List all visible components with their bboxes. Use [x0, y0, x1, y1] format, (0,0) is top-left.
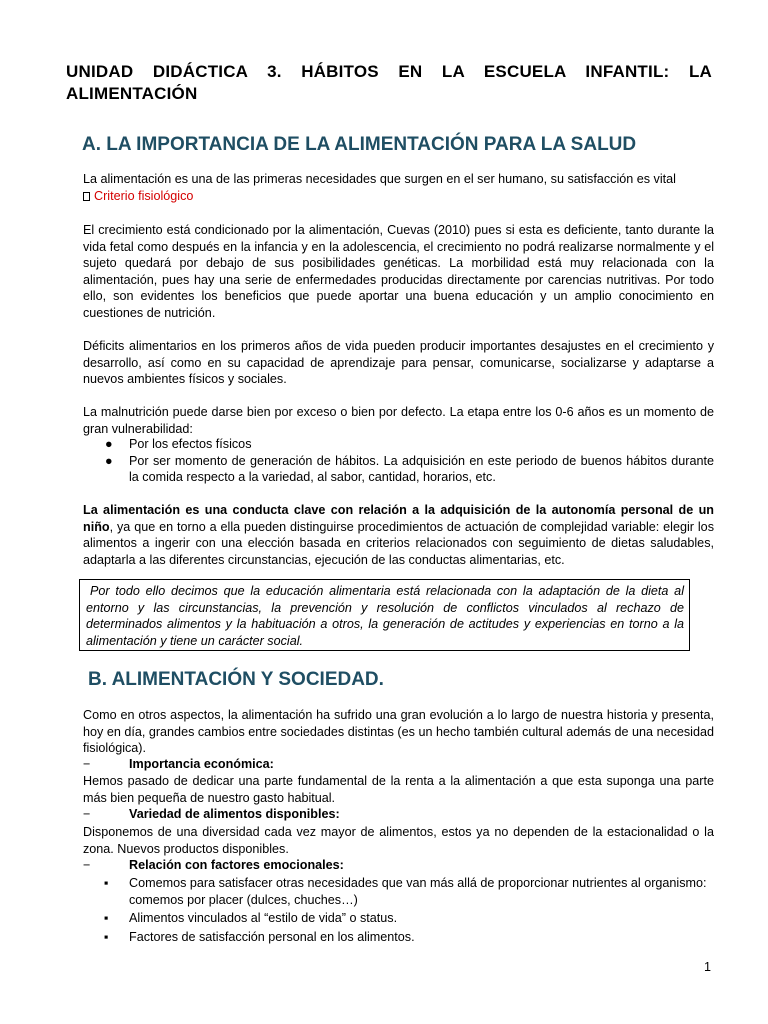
paragraph-autonomia: [83, 502, 714, 568]
page-title: [66, 61, 712, 105]
item-label: Variedad de alimentos disponibles:: [129, 807, 340, 821]
section-b-intro: Como en otros aspectos, la alimentación ha sufrido una gran evolución a lo largo de nuestra historia y presenta, hoy en día, grandes cambios entre sociedades distintas (es un hecho también cultural además de una necesidad fisiológica).: [83, 708, 714, 755]
criterio-label: Criterio fisiológico: [94, 188, 194, 203]
section-b-heading: B. ALIMENTACIÓN Y SOCIEDAD.: [88, 669, 384, 690]
highlight-quote-box: [79, 579, 690, 651]
title-line-2: ALIMENTACIÓN: [66, 84, 198, 103]
title-line-1: UNIDAD DIDÁCTICA 3. HÁBITOS EN LA ESCUELA INFANTIL: LA: [66, 62, 712, 81]
item-importancia-economica: [83, 756, 714, 773]
intro-text: La alimentación es una de las primeras necesidades que surgen en el ser humano, su satisfacción es vital: [83, 172, 676, 186]
item-variedad-alimentos: [83, 806, 714, 823]
item-label: Importancia económica:: [129, 757, 274, 771]
autonomia-rest: , ya que en torno a ella pueden distinguirse procedimientos de actuación de complejidad variable: elegir los alimentos a ingerir con una elección basada en criterios relacionados con seguimiento de dietas saludables, adaptarla a las diferentes circunstancias, ejecución de las conductas alimentarias, etc.: [83, 519, 714, 567]
item-label: Relación con factores emocionales:: [129, 858, 344, 872]
autonomia-bold: La alimentación es una conducta clave con relación a la adquisición de la autonomía personal de un niño: [83, 503, 714, 534]
vulnerability-list: [83, 436, 714, 486]
list-item: ▪ Alimentos vinculados al “estilo de vida” o status.: [104, 911, 398, 925]
page-number: 1: [704, 960, 712, 974]
dash-icon: −: [83, 757, 91, 771]
section-a-heading: A. LA IMPORTANCIA DE LA ALIMENTACIÓN PARA LA SALUD: [82, 134, 637, 155]
checkbox-icon: [83, 192, 90, 201]
quote-text: Por todo ello decimos que la educación alimentaria está relacionada con la adaptación de la dieta al entorno y las circunstancias, la prevención y resolución de conflictos vinculados al rechazo de determinados alimentos y la habituación a otros, la generación de actitudes y experiencias en torno a la alimentación y tiene un carácter social.: [86, 584, 684, 648]
emotional-factors-list: [83, 875, 714, 945]
dash-icon: −: [83, 858, 91, 872]
paragraph-malnutricion: La malnutrición puede darse bien por exceso o bien por defecto. La etapa entre los 0-6 años es un momento de gran vulnerabilidad:: [83, 405, 714, 436]
list-item: ▪ Comemos para satisfacer otras necesidades que van más allá de proporcionar nutrientes al organismo: comemos por placer (dulces, chuches…): [104, 876, 707, 907]
square-bullet-icon: ▪: [104, 929, 109, 944]
section-a-intro: [83, 171, 714, 204]
square-bullet-icon: ▪: [104, 911, 109, 925]
item-factores-emocionales: [83, 857, 714, 874]
list-item: ▪ Factores de satisfacción personal en los alimentos.: [104, 929, 415, 944]
bullet-dot-icon: ●: [105, 437, 113, 451]
square-bullet-icon: ▪: [104, 876, 109, 890]
paragraph-deficits: Déficits alimentarios en los primeros años de vida pueden producir importantes desajustes en el crecimiento y desarrollo, así como en su capacidad de aprendizaje para pensar, comunicarse, socializarse y adaptarse a nuevos ambientes físicos y sociales.: [83, 339, 714, 386]
list-item: ● Por los efectos físicos: [105, 437, 252, 451]
dash-icon: −: [83, 807, 91, 821]
bullet-dot-icon: ●: [105, 453, 113, 468]
list-item: ● Por ser momento de generación de hábitos. La adquisición en este periodo de buenos hábitos durante la comida respecto a la variedad, al sabor, cantidad, horarios, etc.: [105, 453, 714, 484]
paragraph-crecimiento: El crecimiento está condicionado por la alimentación, Cuevas (2010) pues si esta es deficiente, tanto durante la vida fetal como después en la infancia y en la adolescencia, el crecimiento no podrá realizarse normalmente y el sujeto quedará por debajo de sus posibilidades genéticas. La morbilidad está muy relacionada con la alimentación, pues hay una serie de enfermedades producidas directamente por carencias nutritivas. Por todo ello, son evidentes los beneficios que puede aportar una buena educación y un amplio conocimiento en cuestiones de nutrición.: [83, 223, 714, 320]
item-variedad-text: Disponemos de una diversidad cada vez mayor de alimentos, estos ya no dependen de la estacionalidad o la zona. Nuevos productos disponibles.: [83, 825, 714, 856]
item-importancia-text: Hemos pasado de dedicar una parte fundamental de la renta a la alimentación a que esta suponga una parte más bien pequeña de nuestro gasto habitual.: [83, 774, 714, 805]
